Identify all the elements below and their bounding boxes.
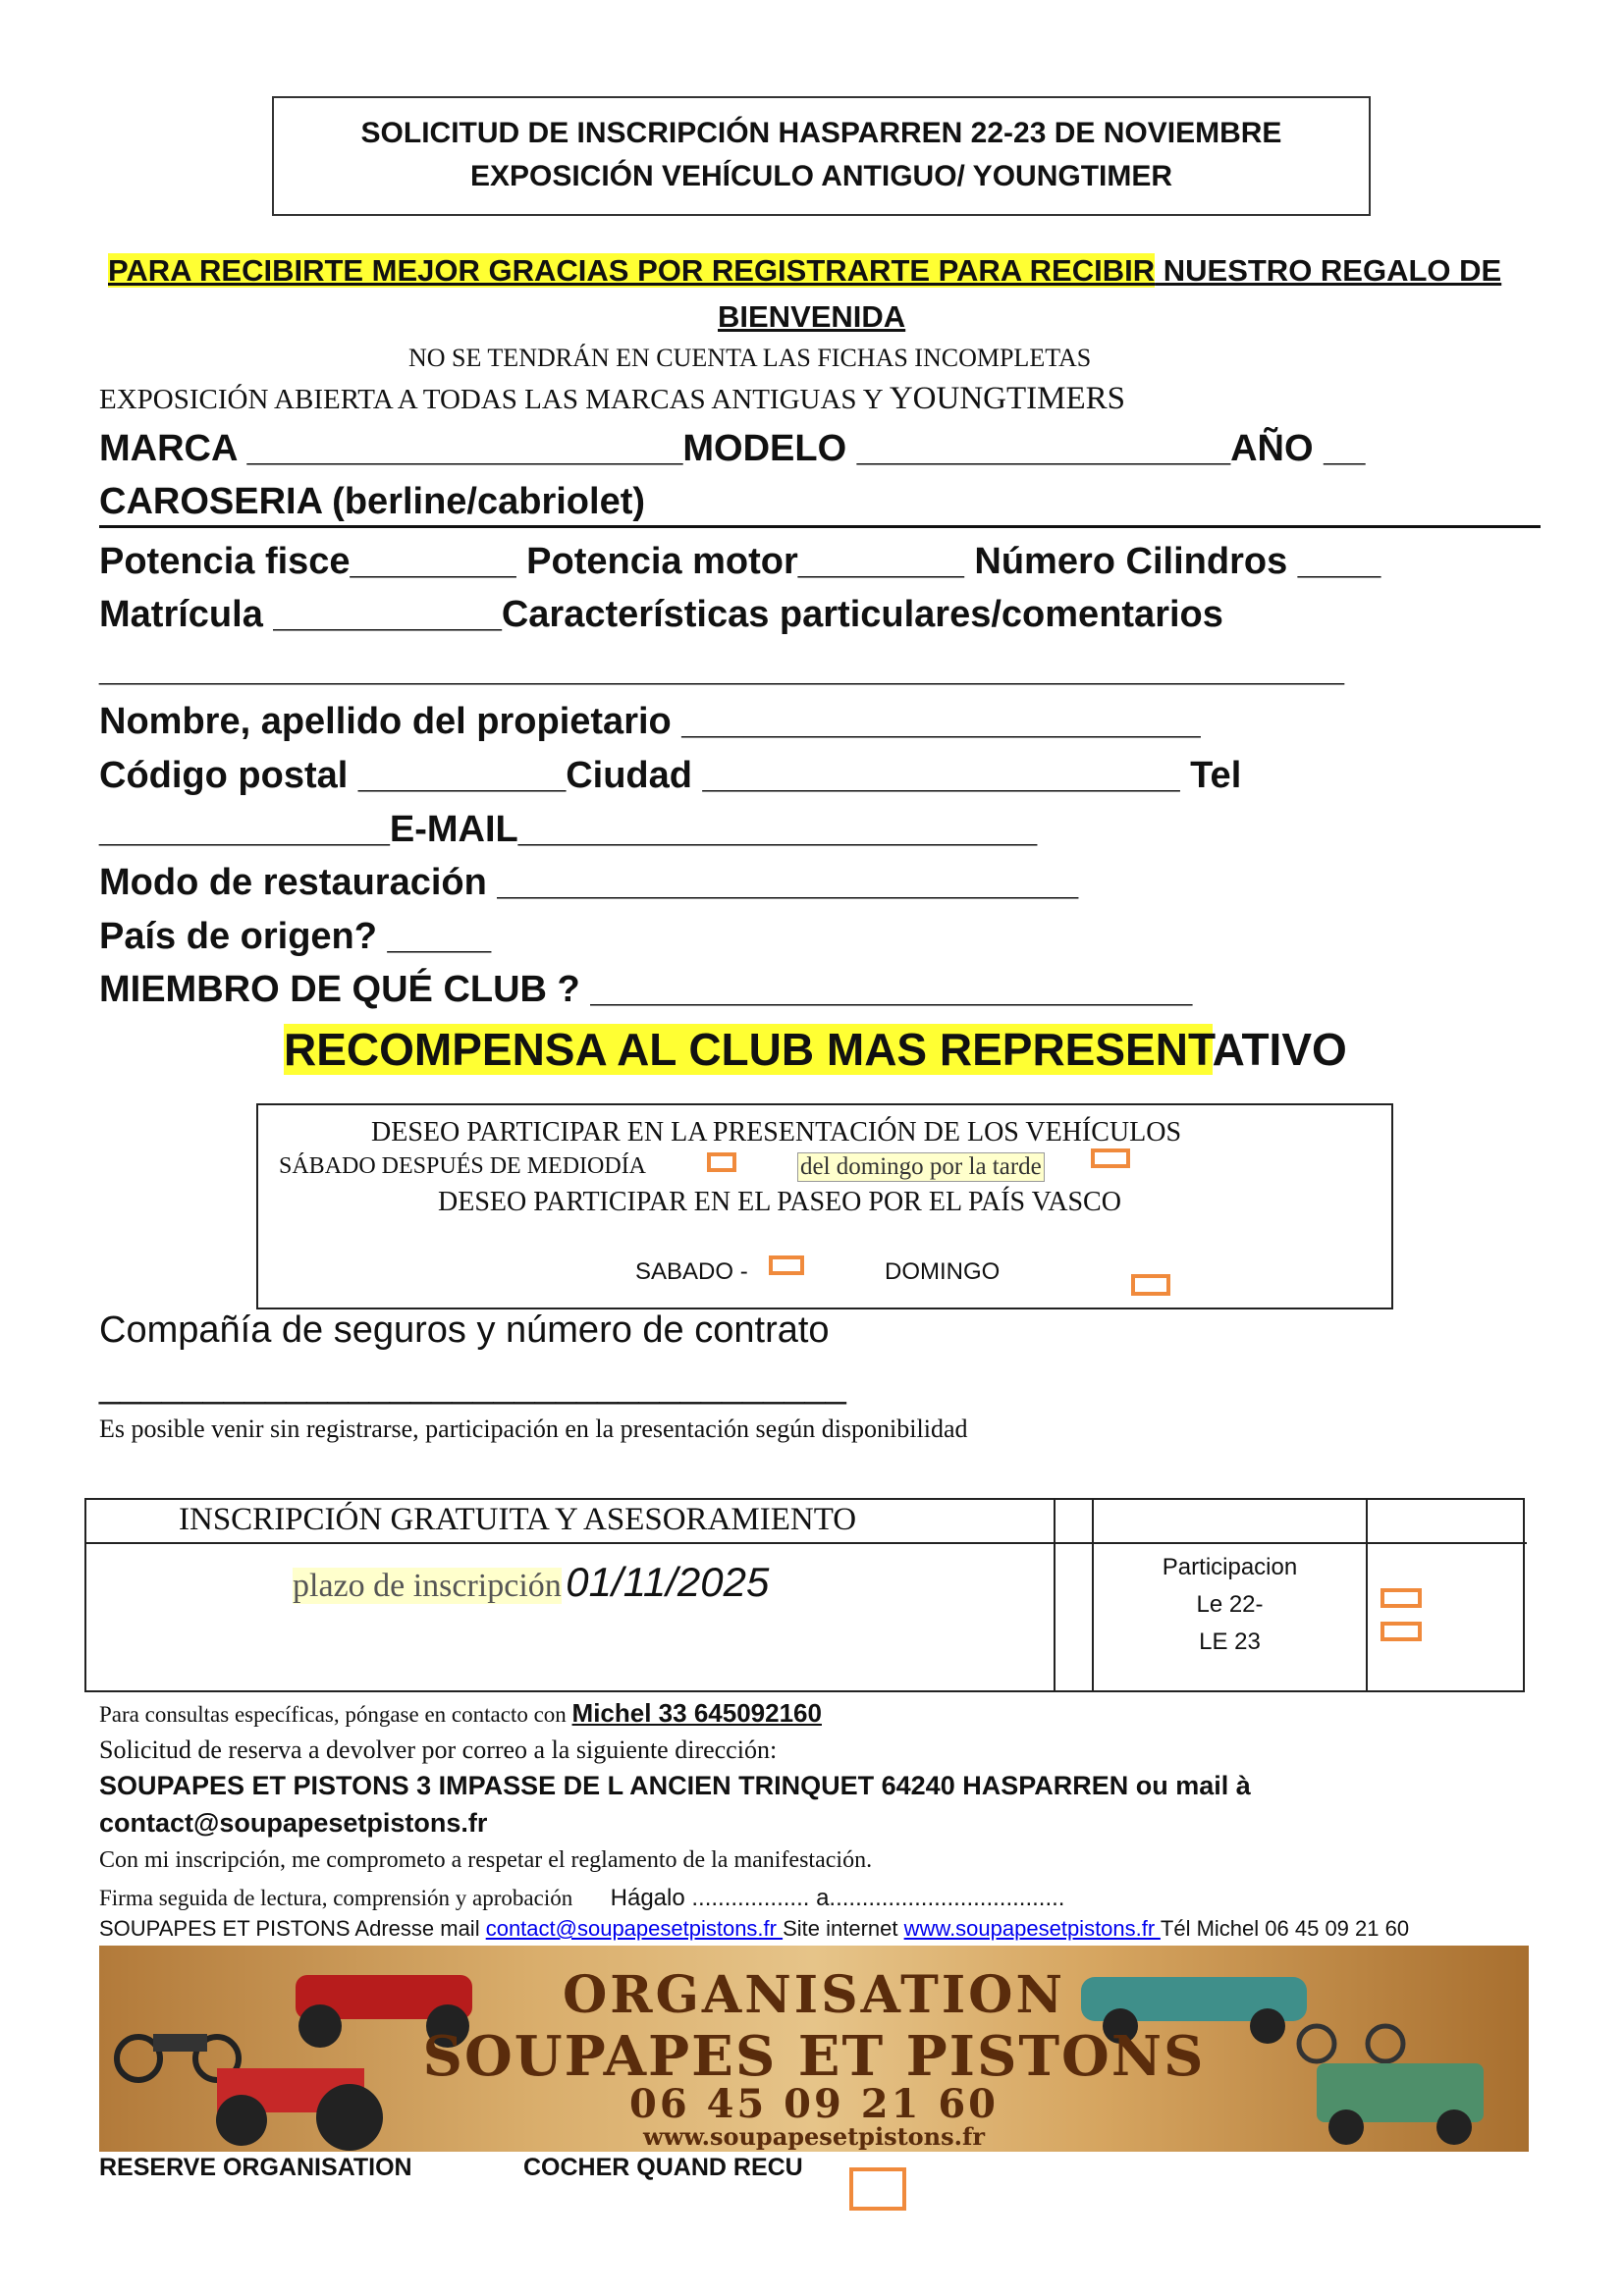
reward-highlighted: RECOMPENSA AL CLUB MAS REPRESENT bbox=[284, 1024, 1213, 1075]
return-email[interactable]: contact@soupapesetpistons.fr bbox=[99, 1808, 488, 1838]
participation-saturday: SÁBADO DESPUÉS DE MEDIODÍA bbox=[279, 1153, 647, 1179]
organizer-prefix: SOUPAPES ET PISTONS Adresse mail bbox=[99, 1916, 486, 1941]
welcome-rest: NUESTRO REGALO DE bbox=[1155, 253, 1502, 288]
hagalo-text[interactable]: Hágalo .................. a.................................... bbox=[610, 1885, 1065, 1911]
contact-line bbox=[99, 1698, 822, 1729]
day22-checkbox[interactable] bbox=[1380, 1588, 1422, 1608]
welcome-line bbox=[108, 253, 1501, 289]
walk-saturday-label: SABADO - bbox=[635, 1258, 748, 1285]
organizer-tel: Tél Michel 06 45 09 21 60 bbox=[1160, 1916, 1410, 1941]
registration-note: Es posible venir sin registrarse, participación en la presentación según disponibilidad bbox=[99, 1415, 968, 1443]
walk-sunday-label: DOMINGO bbox=[885, 1258, 1001, 1285]
cocher-label: COCHER QUAND RECU bbox=[523, 2154, 803, 2181]
reserve-organisation: RESERVE ORGANISATION bbox=[99, 2154, 412, 2181]
organizer-site-label: Site internet bbox=[783, 1916, 904, 1941]
title-box bbox=[272, 96, 1371, 216]
participation-day1: Le 22- bbox=[1196, 1591, 1264, 1618]
welcome-highlighted: PARA RECIBIRTE MEJOR GRACIAS POR REGISTRARTE PARA RECIBIR bbox=[108, 253, 1156, 288]
table-divider bbox=[1366, 1500, 1368, 1690]
table-header: INSCRIPCIÓN GRATUITA Y ASESORAMIENTO bbox=[179, 1502, 857, 1537]
reward-heading bbox=[284, 1023, 1347, 1076]
open-notice-suffix: YOUNGTIMERS bbox=[889, 381, 1126, 416]
commitment-text: Con mi inscripción, me comprometo a respetar el reglamento de la manifestación. bbox=[99, 1847, 873, 1873]
received-checkbox[interactable] bbox=[849, 2167, 906, 2211]
signature-line bbox=[99, 1885, 1064, 1912]
saturday-afternoon-checkbox[interactable] bbox=[707, 1152, 736, 1172]
deadline-label: plazo de inscripción bbox=[293, 1568, 562, 1604]
form-row-club[interactable]: MIEMBRO DE QUÉ CLUB ? _____________________________ bbox=[99, 969, 1193, 1010]
deadline-date: 01/11/2025 bbox=[566, 1559, 770, 1605]
day23-checkbox[interactable] bbox=[1380, 1622, 1422, 1641]
walk-sunday-checkbox[interactable] bbox=[1131, 1274, 1170, 1296]
welcome-line2: BIENVENIDA bbox=[718, 299, 906, 334]
organization-banner bbox=[99, 1946, 1529, 2152]
incomplete-notice: NO SE TENDRÁN EN CUENTA LAS FICHAS INCOMPLETAS bbox=[408, 344, 1092, 372]
form-row-restauracion[interactable]: Modo de restauración ____________________________ bbox=[99, 862, 1079, 903]
form-row-nombre[interactable]: Nombre, apellido del propietario _________________________ bbox=[99, 701, 1201, 742]
organizer-line bbox=[99, 1916, 1409, 1942]
participation-days bbox=[1094, 1549, 1366, 1661]
form-row-carroceria[interactable]: CAROSERIA (berline/cabriolet) bbox=[99, 481, 646, 522]
signature-text: Firma seguida de lectura, comprensión y aprobación bbox=[99, 1886, 573, 1910]
banner-line2: SOUPAPES ET PISTONS bbox=[422, 2024, 1206, 2089]
organizer-email-link[interactable]: contact@soupapesetpistons.fr bbox=[485, 1916, 784, 1941]
form-row-marca[interactable]: MARCA _____________________MODELO __________________AÑO __ bbox=[99, 428, 1366, 469]
form-row-potencia[interactable]: Potencia fisce________ Potencia motor________ Número Cilindros ____ bbox=[99, 541, 1381, 582]
return-address: SOUPAPES ET PISTONS 3 IMPASSE DE L ANCIEN TRINQUET 64240 HASPARREN ou mail à bbox=[99, 1771, 1251, 1800]
walk-saturday-checkbox[interactable] bbox=[769, 1255, 804, 1275]
participation-sunday: del domingo por la tarde bbox=[797, 1152, 1045, 1182]
form-row-codigo-postal[interactable]: Código postal __________Ciudad _______________________ Tel bbox=[99, 755, 1242, 796]
carroceria-underline bbox=[99, 525, 1541, 528]
banner-line1: ORGANISATION bbox=[562, 1965, 1066, 2025]
return-text: Solicitud de reserva a devolver por correo a la siguiente dirección: bbox=[99, 1735, 778, 1764]
contact-prefix: Para consultas específicas, póngase en contacto con bbox=[99, 1702, 572, 1727]
deadline bbox=[293, 1559, 769, 1606]
participation-day2: LE 23 bbox=[1199, 1629, 1261, 1655]
open-notice-prefix: EXPOSICIÓN ABIERTA A TODAS LAS MARCAS ANTIGUAS Y bbox=[99, 384, 890, 415]
insurance-input[interactable]: ____________________________________ bbox=[99, 1364, 846, 1406]
registration-table bbox=[84, 1498, 1525, 1692]
form-row-pais[interactable]: País de origen? _____ bbox=[99, 916, 492, 957]
form-row-matricula[interactable]: Matrícula ___________Características particulares/comentarios bbox=[99, 594, 1223, 635]
contact-name: Michel 33 645092160 bbox=[571, 1698, 822, 1728]
title-line1: SOLICITUD DE INSCRIPCIÓN HASPARREN 22-23 DE NOVIEMBRE bbox=[360, 117, 1282, 149]
form-row-email[interactable]: ______________E-MAIL_________________________ bbox=[99, 809, 1038, 850]
participation-box bbox=[256, 1103, 1393, 1309]
participation-days-label: Participacion bbox=[1162, 1554, 1298, 1580]
table-divider bbox=[1054, 1500, 1056, 1690]
participation-line1: DESEO PARTICIPAR EN LA PRESENTACIÓN DE LOS VEHÍCULOS bbox=[371, 1117, 1182, 1148]
form-row-comentarios[interactable]: ____________________________________________________________ bbox=[99, 648, 1345, 689]
insurance-label: Compañía de seguros y número de contrato bbox=[99, 1309, 830, 1351]
organizer-site-link[interactable]: www.soupapesetpistons.fr bbox=[903, 1916, 1161, 1941]
open-notice bbox=[99, 381, 1125, 417]
table-divider bbox=[86, 1542, 1527, 1544]
participation-line3: DESEO PARTICIPAR EN EL PASEO POR EL PAÍS VASCO bbox=[438, 1187, 1121, 1217]
title-line2: EXPOSICIÓN VEHÍCULO ANTIGUO/ YOUNGTIMER bbox=[469, 160, 1173, 192]
banner-line3: 06 45 09 21 60 bbox=[628, 2081, 1000, 2127]
banner-line4: www.soupapesetpistons.fr bbox=[643, 2122, 985, 2151]
reward-rest: ATIVO bbox=[1212, 1024, 1347, 1075]
sunday-afternoon-checkbox[interactable] bbox=[1091, 1148, 1130, 1168]
